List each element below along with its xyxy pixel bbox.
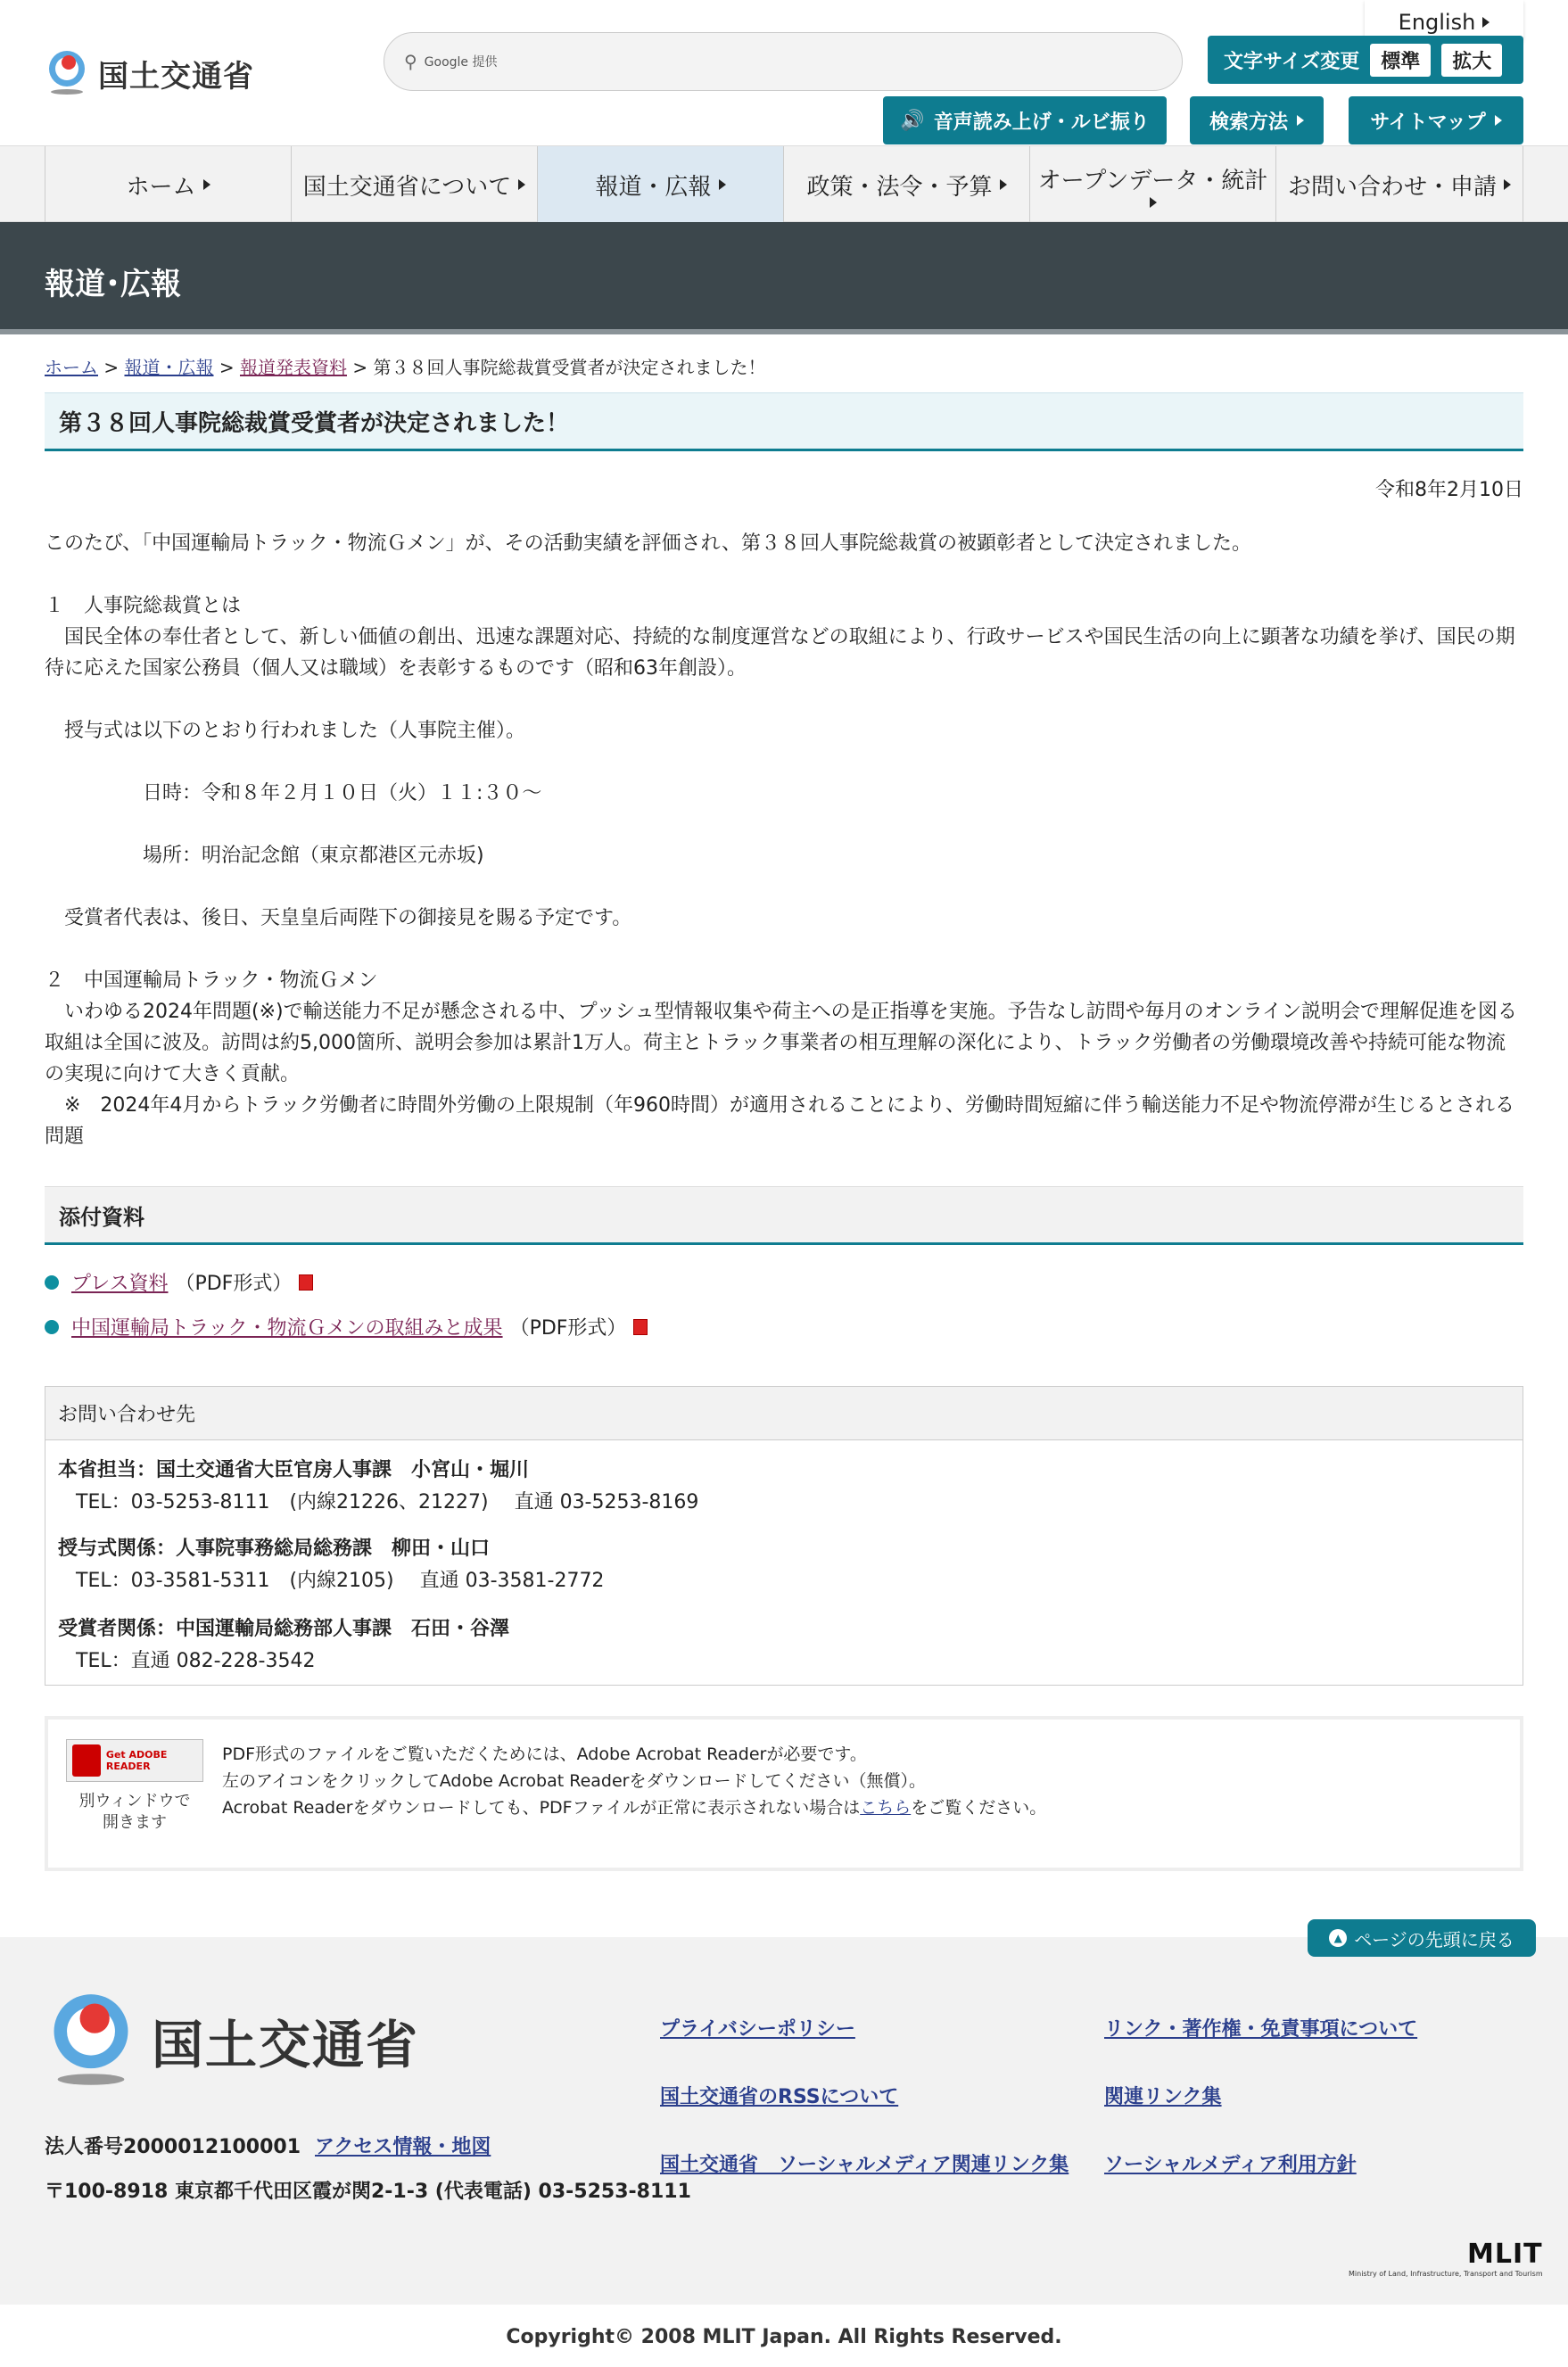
bullet-icon xyxy=(45,1275,59,1290)
social-links-link[interactable]: 国土交通省 ソーシャルメディア関連リンク集 xyxy=(660,2154,1069,2176)
nav-item-label: 報道・広報 xyxy=(595,173,712,201)
breadcrumb-separator: > xyxy=(219,357,235,378)
page-title: 第３８回人事院総裁賞受賞者が決定されました！ xyxy=(45,392,1523,451)
arrow-right-icon xyxy=(1150,197,1157,208)
arrow-right-icon xyxy=(203,179,210,190)
section2-heading: ２ 中国運輸局トラック・物流Ｇメン xyxy=(45,969,378,992)
breadcrumb-separator: > xyxy=(103,357,120,378)
mlit-logo-icon xyxy=(45,49,89,97)
attachment-link-press[interactable]: プレス資料 xyxy=(71,1273,169,1295)
contact-name: 本省担当：国土交通省大臣官房人事課 小宮山・堀川 xyxy=(58,1459,530,1481)
adobe-reader-icon xyxy=(72,1744,101,1777)
arrow-right-icon xyxy=(1000,179,1007,190)
contact-name: 授与式関係：人事院事務総局総務課 柳田・山口 xyxy=(58,1538,491,1560)
related-links-link[interactable]: 関連リンク集 xyxy=(1104,2086,1222,2108)
attachment-format: （PDF形式） xyxy=(175,1273,293,1295)
copyright: Copyright© 2008 MLIT Japan. All Rights Reserved. xyxy=(506,2325,1062,2348)
pdf-icon xyxy=(633,1319,648,1335)
contact-box xyxy=(45,1386,1523,1686)
speaker-icon: 🔊 xyxy=(900,109,925,132)
section2-body: いわゆる2024年問題(※)で輸送能力不足が懸念される中、プッシュ型情報収集や荷主への是正指導を実施。予告なし訪問や毎月のオンライン説明会で理解促進を図る取組は全国に波及。訪問は約5,000箇所、説明会参加は累計1万人。荷主とトラック事業者の相互理解の深化により、トラック労働者の労働環境改善や持続可能な物流の実現に向けて大きく貢献。 xyxy=(45,1001,1517,1085)
ceremony-place: 場所：明治記念館（東京都港区元赤坂) xyxy=(143,845,484,867)
breadcrumb-current: 第３８回人事院総裁賞受賞者が決定されました！ xyxy=(373,357,766,378)
breadcrumb-press[interactable]: 報道・広報 xyxy=(124,357,214,378)
section-title: 報道･広報 xyxy=(45,267,181,302)
adobe-line xyxy=(222,1794,1046,1821)
mlit-wordmark-subtext: Ministry of Land, Infrastructure, Transport and Tourism xyxy=(1349,2270,1543,2278)
arrow-right-icon xyxy=(1495,115,1502,126)
search-method-label: 検索方法 xyxy=(1209,111,1288,134)
back-to-top-button[interactable] xyxy=(1308,1919,1536,1957)
logo-text: 国土交通省 xyxy=(98,58,254,95)
breadcrumb xyxy=(45,353,765,379)
font-size-standard-button[interactable]: 標準 xyxy=(1370,44,1431,77)
adobe-line: 左のアイコンをクリックしてAdobe Acrobat Readerをダウンロードしてください（無償）。 xyxy=(222,1771,926,1791)
nav-item-label: ホーム xyxy=(126,173,196,201)
intro-text: このたび、「中国運輸局トラック・物流Ｇメン」が、その活動実績を評価され、第３８回人事院総裁賞の被顕彰者として決定されました。 xyxy=(45,532,1252,555)
font-size-large-button[interactable]: 拡大 xyxy=(1441,44,1502,77)
contact-name: 受賞者関係：中国運輸局総務部人事課 石田・谷澤 xyxy=(58,1618,510,1640)
back-to-top-label: ページの先頭に戻る xyxy=(1354,1928,1514,1951)
bullet-icon xyxy=(45,1320,59,1334)
contact-tel: TEL：03-5253-8111 (内線21226、21227) 直通 03-5253-8169 xyxy=(76,1491,699,1513)
adobe-line: PDF形式のファイルをご覧いただくためには、Adobe Acrobat Readerが必要です。 xyxy=(222,1744,867,1764)
footer-logo xyxy=(45,1991,419,2091)
adobe-help-link[interactable]: こちら xyxy=(860,1798,912,1818)
nav-item-press[interactable] xyxy=(537,146,783,223)
mlit-wordmark xyxy=(1349,2239,1543,2278)
nav-item-opendata[interactable] xyxy=(1029,146,1275,223)
search-icon: ⚲ xyxy=(404,51,417,72)
ceremony-datetime: 日時：令和８年２月１０日（火）１１:３０～ xyxy=(143,782,542,804)
arrow-up-icon: ▲ xyxy=(1329,1929,1347,1947)
adobe-line-text: Acrobat Readerをダウンロードしても、PDFファイルが正常に表示されない場合は xyxy=(222,1798,861,1818)
new-window-caption xyxy=(66,1791,203,1834)
attachments-heading: 添付資料 xyxy=(45,1186,1523,1245)
speech-ruby-label: 音声読み上げ・ルビ振り xyxy=(933,111,1150,134)
attachment-link-gmen[interactable]: 中国運輸局トラック・物流Ｇメンの取組みと成果 xyxy=(71,1317,503,1340)
footer-address: 〒100-8918 東京都千代田区霞が関2-1-3 (代表電話) 03-5253-8111 xyxy=(45,2181,691,2203)
search-method-button[interactable] xyxy=(1190,96,1324,144)
breadcrumb-releases[interactable]: 報道発表資料 xyxy=(239,357,347,378)
arrow-right-icon xyxy=(719,179,726,190)
attachment-item xyxy=(45,1313,648,1340)
contact-tel: TEL：直通 082-228-3542 xyxy=(76,1650,316,1672)
release-date: 令和8年2月10日 xyxy=(1375,479,1523,501)
font-size-label: 文字サイズ変更 xyxy=(1224,50,1360,73)
corporate-number xyxy=(45,2132,491,2159)
adobe-message xyxy=(222,1741,1046,1821)
contact-heading: お問い合わせ先 xyxy=(45,1387,1523,1440)
ceremony-text: 授与式は以下のとおり行われました（人事院主催）。 xyxy=(45,720,526,742)
breadcrumb-home[interactable]: ホーム xyxy=(45,357,98,378)
english-label: English xyxy=(1398,10,1476,35)
adobe-badge-text: Get ADOBE READER xyxy=(105,1749,168,1772)
nav-item-label: 国土交通省について xyxy=(302,173,512,201)
section1-body: 国民全体の奉仕者として、新しい価値の創出、迅速な課題対応、持続的な制度運営などの取組により、行政サービスや国民生活の向上に顕著な功績を挙げ、国民の期待に応えた国家公務員（個人又は職域）を表彰するものです（昭和63年創設）。 xyxy=(45,626,1515,680)
global-nav xyxy=(0,145,1568,222)
social-policy-link[interactable]: ソーシャルメディア利用方針 xyxy=(1104,2154,1357,2176)
nav-item-policy[interactable] xyxy=(783,146,1029,223)
section-band xyxy=(0,222,1568,334)
nav-item-home[interactable] xyxy=(45,146,291,223)
font-size-control xyxy=(1208,36,1523,84)
adobe-reader-notice xyxy=(45,1716,1523,1871)
nav-item-label: オープンデータ・統計 xyxy=(1037,167,1268,194)
get-adobe-reader-button[interactable] xyxy=(66,1739,203,1782)
access-map-link[interactable]: アクセス情報・地図 xyxy=(315,2136,491,2158)
sitemap-button[interactable] xyxy=(1349,96,1523,144)
section2-note: ※ 2024年4月からトラック労働者に時間外労働の上限規制（年960時間）が適用されることにより、労働時間短縮に伴う輸送能力不足や物流停滞が生じるとされる問題 xyxy=(45,1094,1514,1148)
arrow-right-icon xyxy=(1297,115,1304,126)
caption-line: 別ウィンドウで xyxy=(78,1792,191,1810)
search-placeholder: Google 提供 xyxy=(424,55,498,70)
adobe-line-text: をご覧ください。 xyxy=(911,1798,1047,1818)
mlit-logo-icon xyxy=(45,1991,137,2091)
arrow-right-icon xyxy=(1504,179,1511,190)
attachment-format: （PDF形式） xyxy=(509,1317,627,1340)
nav-item-about[interactable] xyxy=(291,146,537,223)
rss-link[interactable]: 国土交通省のRSSについて xyxy=(660,2086,899,2108)
speech-ruby-button[interactable] xyxy=(883,96,1167,144)
privacy-policy-link[interactable]: プライバシーポリシー xyxy=(660,2018,855,2041)
attachment-item xyxy=(45,1268,313,1296)
arrow-right-icon xyxy=(1482,17,1490,28)
mlit-wordmark-text: MLIT xyxy=(1467,2239,1543,2270)
footer-logo-text: 国土交通省 xyxy=(152,2015,420,2075)
section1-heading: １ 人事院総裁賞とは xyxy=(45,595,242,617)
pdf-icon xyxy=(299,1274,313,1291)
nav-item-contact[interactable] xyxy=(1275,146,1523,223)
contact-tel: TEL：03-3581-5311 (内線2105) 直通 03-3581-2772 xyxy=(76,1570,605,1592)
sitemap-label: サイトマップ xyxy=(1370,111,1486,134)
caption-line: 開きます xyxy=(103,1813,167,1832)
audience-text: 受賞者代表は、後日、天皇皇后両陛下の御接見を賜る予定です。 xyxy=(45,907,632,929)
search-input[interactable] xyxy=(384,32,1183,91)
copyright-link[interactable]: リンク・著作権・免責事項について xyxy=(1104,2018,1418,2041)
breadcrumb-separator: > xyxy=(352,357,368,378)
nav-item-label: お問い合わせ・申請 xyxy=(1287,173,1497,201)
arrow-right-icon xyxy=(518,179,525,190)
nav-item-label: 政策・法令・予算 xyxy=(806,173,993,201)
site-logo[interactable] xyxy=(45,49,254,97)
corporate-number-text: 法人番号2000012100001 xyxy=(45,2136,301,2158)
